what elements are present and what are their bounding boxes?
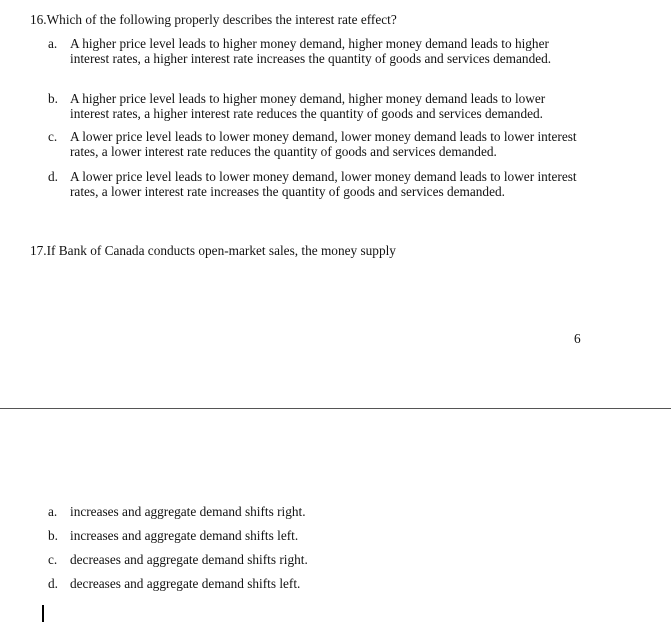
option-letter: b. bbox=[48, 528, 58, 543]
option-text: A lower price level leads to lower money demand, lower money demand leads to lower interest rates, a lower interest rate increases the quantity of goods and services demanded. bbox=[70, 169, 577, 199]
option-text: increases and aggregate demand shifts left. bbox=[70, 528, 299, 543]
option-letter: c. bbox=[48, 552, 58, 567]
option-letter: a. bbox=[48, 504, 58, 519]
text-cursor[interactable] bbox=[42, 605, 44, 622]
q17-option-b bbox=[48, 528, 578, 543]
page-break-divider bbox=[0, 408, 671, 409]
q16-option-c bbox=[48, 129, 578, 159]
option-text: A higher price level leads to higher money demand, higher money demand leads to lower interest rates, a higher interest rate reduces the quantity of goods and services demanded. bbox=[70, 91, 546, 121]
question-16-title: 16.Which of the following properly describes the interest rate effect? bbox=[30, 12, 397, 27]
q16-option-a bbox=[48, 36, 573, 66]
option-letter: d. bbox=[48, 576, 58, 591]
option-letter: a. bbox=[48, 36, 58, 51]
option-text: A higher price level leads to higher money demand, higher money demand leads to higher interest rates, a higher interest rate increases the quantity of goods and services demanded. bbox=[70, 36, 552, 66]
option-text: A lower price level leads to lower money demand, lower money demand leads to lower interest rates, a lower interest rate reduces the quantity of goods and services demanded. bbox=[70, 129, 577, 159]
option-letter: d. bbox=[48, 169, 58, 184]
question-17-title: 17.If Bank of Canada conducts open-market sales, the money supply bbox=[30, 243, 396, 258]
q17-option-c bbox=[48, 552, 578, 567]
page-number: 6 bbox=[574, 331, 581, 346]
q17-option-a bbox=[48, 504, 578, 519]
q16-option-d bbox=[48, 169, 578, 199]
option-text: decreases and aggregate demand shifts right. bbox=[70, 552, 308, 567]
q16-option-b bbox=[48, 91, 578, 121]
option-text: decreases and aggregate demand shifts left. bbox=[70, 576, 301, 591]
option-letter: c. bbox=[48, 129, 58, 144]
option-letter: b. bbox=[48, 91, 58, 106]
option-text: increases and aggregate demand shifts right. bbox=[70, 504, 306, 519]
q17-option-d bbox=[48, 576, 578, 591]
